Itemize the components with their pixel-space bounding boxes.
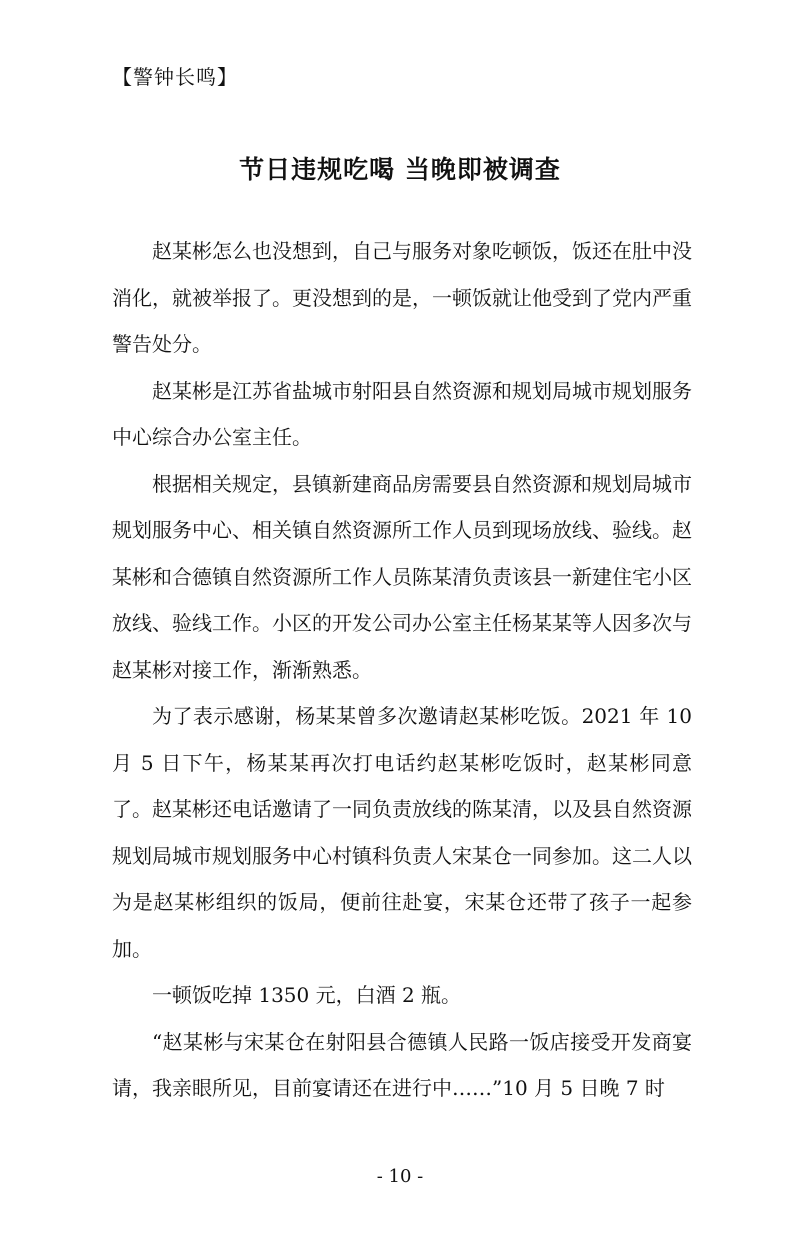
section-tag: 【警钟长鸣】 <box>112 65 238 89</box>
paragraph: 一顿饭吃掉 1350 元，白酒 2 瓶。 <box>152 983 462 1007</box>
paragraph: 为了表示感谢，杨某某曾多次邀请赵某彬吃饭。2021 年 10 月 5 日下午，杨某某再次打电话约赵某彬吃饭时，赵某彬同意了。赵某彬还电话邀请了一同负责放线的陈某清，以及县自然资源规划局城市规划服务中心村镇科负责人宋某仓一同参加。这二人以为是赵某彬组织的饭局，便前往赴宴，宋某仓还带了孩子一起参加。 <box>112 704 692 961</box>
article-title: 节日违规吃喝 当晚即被调查 <box>239 155 561 184</box>
article-body <box>112 228 692 1112</box>
paragraph: 根据相关规定，县镇新建商品房需要县自然资源和规划局城市规划服务中心、相关镇自然资源所工作人员到现场放线、验线。赵某彬和合德镇自然资源所工作人员陈某清负责该县一新建住宅小区放线、验线工作。小区的开发公司办公室主任杨某某等人因多次与赵某彬对接工作，渐渐熟悉。 <box>112 471 692 682</box>
page-number: - 10 - <box>376 1166 424 1187</box>
paragraph: 赵某彬怎么也没想到，自己与服务对象吃顿饭，饭还在肚中没消化，就被举报了。更没想到的是，一顿饭就让他受到了党内严重警告处分。 <box>112 239 692 356</box>
paragraph: 赵某彬是江苏省盐城市射阳县自然资源和规划局城市规划服务中心综合办公室主任。 <box>112 378 692 449</box>
paragraph: “赵某彬与宋某仓在射阳县合德镇人民路一饭店接受开发商宴请，我亲眼所见，目前宴请还在进行中……”10 月 5 日晚 7 时 <box>112 1029 692 1100</box>
